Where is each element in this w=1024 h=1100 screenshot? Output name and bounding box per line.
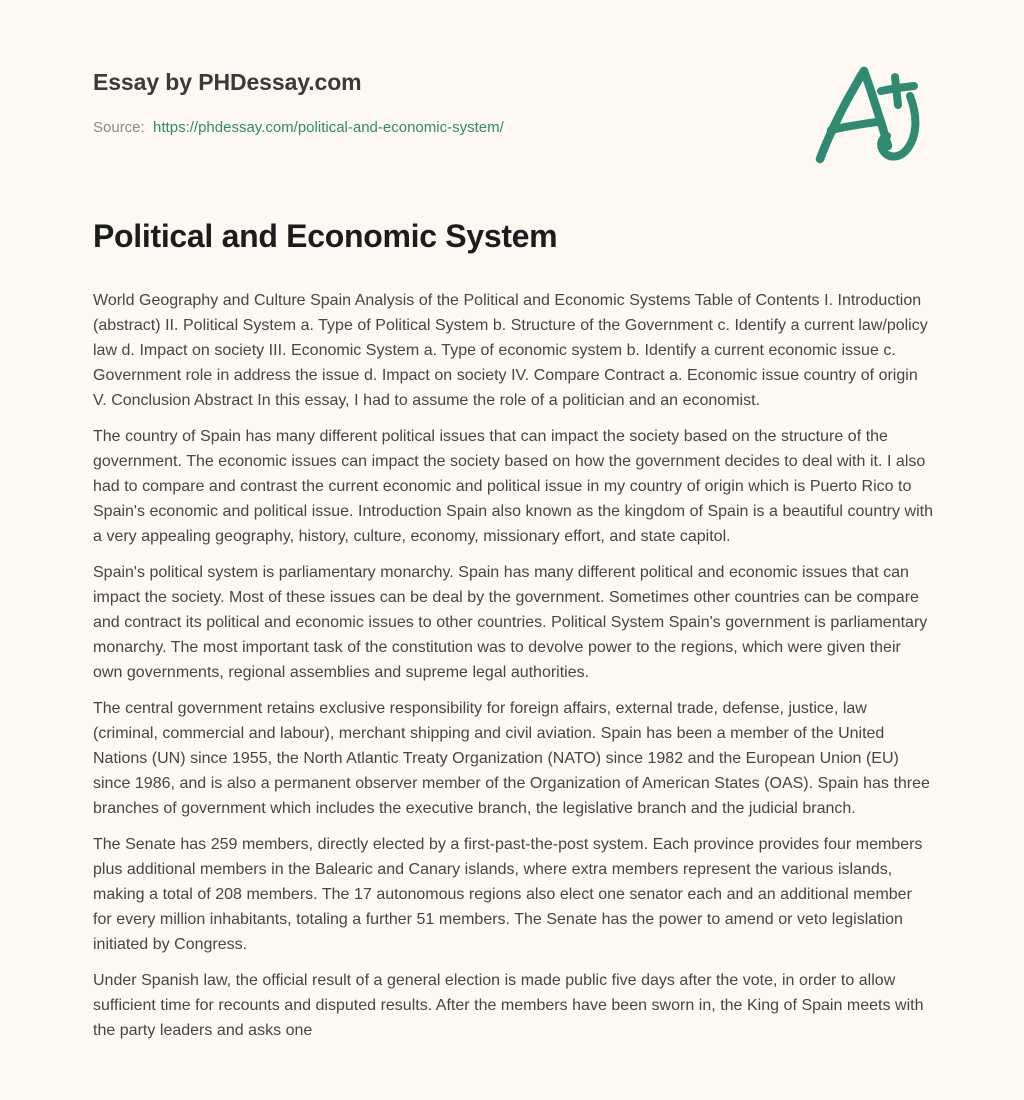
source-line [93,120,504,135]
brand-heading: Essay by PHDessay.com [93,69,362,95]
aplus-logo-icon [811,58,931,166]
body-paragraph: The country of Spain has many different political issues that can impact the society based on the structure of the government. The economic issues can impact the society based on how the government decides to deal with it. I also had to compare and contrast the current economic and political issue in my country of origin which is Puerto Rico to Spain's economic and political issue. Introduction Spain also known as the kingdom of Spain is a beautiful country with a very appealing geography, history, culture, economy, missionary effort, and state capitol. [93,428,934,545]
masthead [93,0,931,180]
body-paragraph: The central government retains exclusive responsibility for foreign affairs, external trade, defense, justice, law (criminal, commercial and labour), merchant shipping and civil aviation. Spain has been a member of the United Nations (UN) since 1955, the North Atlantic Treaty Organization (NATO) since 1982 and the European Union (EU) since 1986, and is also a permanent observer member of the Organization of American States (OAS). Spain has three branches of government which includes the executive branch, the legislative branch and the judicial branch. [93,700,930,817]
body-paragraph: Under Spanish law, the official result of a general election is made public five days after the vote, in order to allow sufficient time for recounts and disputed results. After the members have been sworn in, the King of Spain meets with the party leaders and asks one [93,972,924,1039]
aplus-logo [811,58,931,166]
body-paragraph: The Senate has 259 members, directly elected by a first-past-the-post system. Each province provides four members plus additional members in the Balearic and Canary islands, where extra members represent the various islands, making a total of 208 members. The 17 autonomous regions also elect one senator each and an additional member for every million inhabitants, totaling a further 51 members. The Senate has the power to amend or veto legislation initiated by Congress. [93,836,923,953]
source-url-link[interactable]: https://phdessay.com/political-and-economic-system/ [153,119,504,136]
body-paragraph: World Geography and Culture Spain Analysis of the Political and Economic Systems Table of Contents I. Introduction (abstract) II. Political System a. Type of Political System b. Structure of the Government c. Identify a current law/policy law d. Impact on society III. Economic System a. Type of economic system b. Identify a current economic issue c. Government role in address the issue d. Impact on society IV. Compare Contract a. Economic issue country of origin V. Conclusion Abstract In this essay, I had to assume the role of a politician and an economist. [93,292,928,409]
body-paragraph: Spain's political system is parliamentary monarchy. Spain has many different political and economic issues that can impact the society. Most of these issues can be deal by the government. Sometimes other countries can be compare and contract its political and economic issues to other countries. Political System Spain's government is parliamentary monarchy. The most important task of the constitution was to devolve power to the regions, which were given their own governments, regional assemblies and supreme legal authorities. [93,564,928,681]
essay-body [93,288,933,1043]
page-title: Political and Economic System [93,218,558,254]
source-label: Source: [93,119,145,136]
